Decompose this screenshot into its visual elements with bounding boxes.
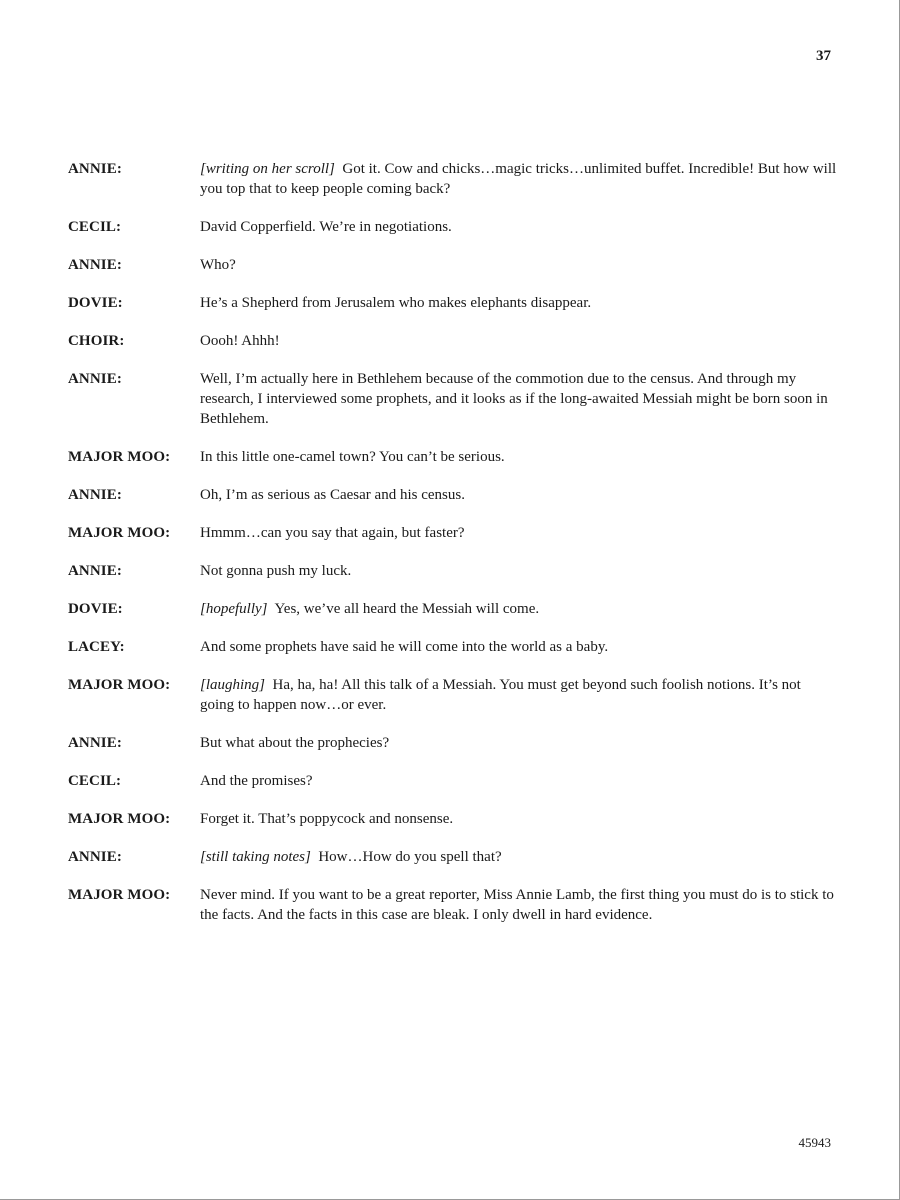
speaker-name: CECIL:: [68, 773, 122, 789]
dialogue-text: [200, 255, 838, 275]
dialogue-text: [200, 885, 838, 925]
spoken-text: And some prophets have said he will come into the world as a baby.: [200, 639, 609, 655]
speaker-name: LACEY:: [68, 639, 125, 655]
spoken-text: David Copperfield. We’re in negotiations.: [200, 219, 452, 235]
spoken-text: In this little one-camel town? You can’t be serious.: [200, 449, 505, 465]
speaker-name: ANNIE:: [68, 487, 122, 503]
speaker-name: ANNIE:: [68, 735, 122, 751]
spoken-text: Forget it. That’s poppycock and nonsense.: [200, 811, 454, 827]
dialogue-line: [68, 331, 838, 351]
dialogue-line: [68, 733, 838, 753]
stage-direction: [writing on her scroll]: [200, 161, 335, 177]
speaker-name: ANNIE:: [68, 257, 122, 273]
dialogue-list: [68, 159, 838, 943]
dialogue-line: [68, 159, 838, 199]
dialogue-text: [200, 847, 838, 867]
dialogue-line: [68, 217, 838, 237]
spoken-text: But what about the prophecies?: [200, 735, 390, 751]
spoken-text: Never mind. If you want to be a great reporter, Miss Annie Lamb, the first thing you must do is to stick to the facts. And the facts in this case are bleak. I only dwell in hard evidence.: [200, 887, 834, 923]
spoken-text: Well, I’m actually here in Bethlehem because of the commotion due to the census. And through my research, I interviewed some prophets, and it looks as if the long-awaited Messiah might be born soon in Bethlehem.: [200, 371, 828, 427]
dialogue-text: [200, 447, 838, 467]
speaker-name: MAJOR MOO:: [68, 811, 171, 827]
speaker-name: MAJOR MOO:: [68, 449, 171, 465]
dialogue-line: [68, 293, 838, 313]
spoken-text: Oh, I’m as serious as Caesar and his census.: [200, 487, 465, 503]
spoken-text: How…How do you spell that?: [318, 849, 502, 865]
speaker-name: MAJOR MOO:: [68, 887, 171, 903]
speaker-name: MAJOR MOO:: [68, 525, 171, 541]
dialogue-line: [68, 447, 838, 467]
dialogue-line: [68, 809, 838, 829]
dialogue-line: [68, 599, 838, 619]
spoken-text: He’s a Shepherd from Jerusalem who makes elephants disappear.: [200, 295, 592, 311]
speaker-name: DOVIE:: [68, 295, 123, 311]
spoken-text: Ha, ha, ha! All this talk of a Messiah. You must get beyond such foolish notions. It’s not going to happen now…or ever.: [200, 677, 801, 713]
dialogue-line: [68, 637, 838, 657]
dialogue-line: [68, 847, 838, 867]
dialogue-text: [200, 293, 838, 313]
dialogue-text: [200, 675, 838, 715]
spoken-text: Yes, we’ve all heard the Messiah will come.: [274, 601, 540, 617]
dialogue-text: [200, 159, 838, 199]
dialogue-text: [200, 369, 838, 429]
spoken-text: Got it. Cow and chicks…magic tricks…unlimited buffet. Incredible! But how will you top that to keep people coming back?: [200, 161, 837, 197]
spoken-text: Hmmm…can you say that again, but faster?: [200, 525, 465, 541]
page-number: 37: [816, 48, 831, 64]
dialogue-text: [200, 485, 838, 505]
dialogue-line: [68, 885, 838, 925]
speaker-name: ANNIE:: [68, 849, 122, 865]
spoken-text: Not gonna push my luck.: [200, 563, 352, 579]
dialogue-line: [68, 523, 838, 543]
dialogue-line: [68, 255, 838, 275]
spoken-text: Oooh! Ahhh!: [200, 333, 280, 349]
dialogue-text: [200, 523, 838, 543]
speaker-name: ANNIE:: [68, 161, 122, 177]
speaker-name: CECIL:: [68, 219, 122, 235]
spoken-text: Who?: [200, 257, 236, 273]
dialogue-line: [68, 771, 838, 791]
stage-direction: [still taking notes]: [200, 849, 311, 865]
dialogue-text: [200, 733, 838, 753]
dialogue-text: [200, 637, 838, 657]
spoken-text: And the promises?: [200, 773, 313, 789]
speaker-name: ANNIE:: [68, 563, 122, 579]
dialogue-text: [200, 599, 838, 619]
dialogue-text: [200, 809, 838, 829]
speaker-name: CHOIR:: [68, 333, 125, 349]
speaker-name: DOVIE:: [68, 601, 123, 617]
stage-direction: [laughing]: [200, 677, 266, 693]
dialogue-line: [68, 485, 838, 505]
dialogue-text: [200, 331, 838, 351]
dialogue-line: [68, 561, 838, 581]
dialogue-line: [68, 675, 838, 715]
stage-direction: [hopefully]: [200, 601, 268, 617]
catalog-code: 45943: [798, 1135, 831, 1150]
speaker-name: MAJOR MOO:: [68, 677, 171, 693]
dialogue-text: [200, 217, 838, 237]
dialogue-text: [200, 561, 838, 581]
speaker-name: ANNIE:: [68, 371, 122, 387]
dialogue-text: [200, 771, 838, 791]
dialogue-line: [68, 369, 838, 429]
